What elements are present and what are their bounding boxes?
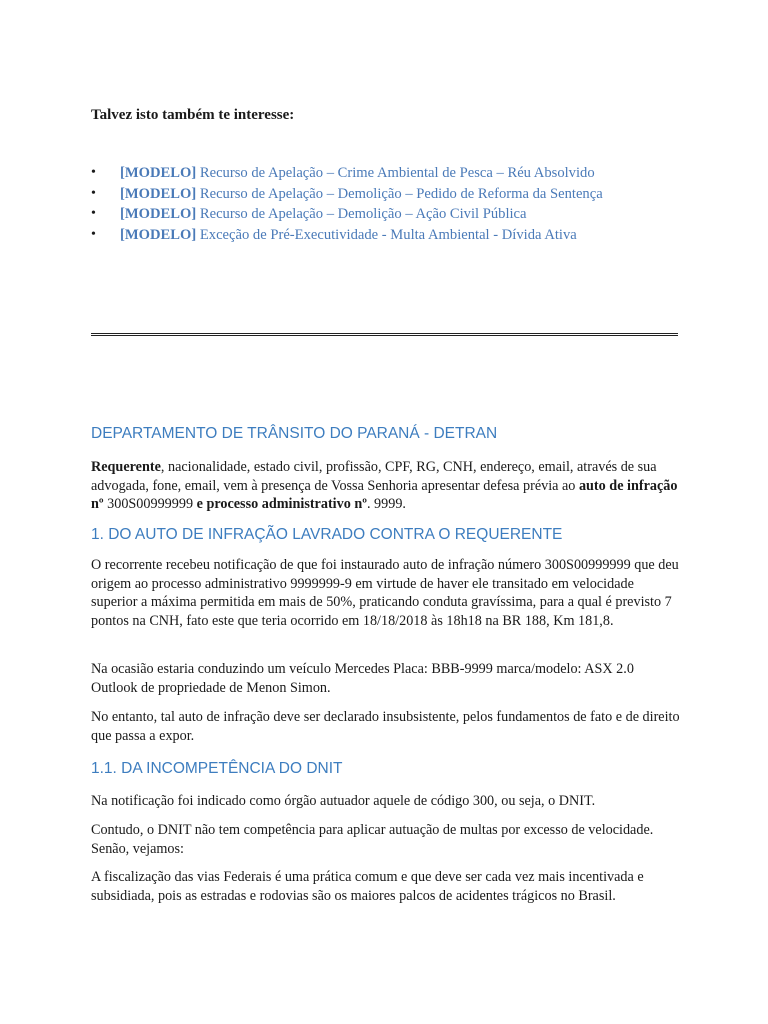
section-1-paragraph-3: No entanto, tal auto de infração deve ser declarado insubsistente, pelos fundamentos de fato e de direito que passa a expor. bbox=[91, 709, 680, 744]
section-1-1-paragraph-1: Na notificação foi indicado como órgão autuador aquele de código 300, ou seja, o DNIT. bbox=[91, 793, 596, 809]
section-divider bbox=[91, 333, 678, 336]
section-1-1-paragraph-2: Contudo, o DNIT não tem competência para aplicar autuação de multas por excesso de velocidade. Senão, vejamos: bbox=[91, 822, 654, 857]
list-item bbox=[91, 225, 603, 246]
bullet-icon: • bbox=[91, 165, 96, 180]
bullet-icon: • bbox=[91, 206, 96, 221]
list-item bbox=[91, 163, 603, 184]
bullet-icon: • bbox=[91, 226, 96, 242]
list-item bbox=[91, 184, 603, 205]
requerente-paragraph: Requerente, nacionalidade, estado civil, profissão, CPF, RG, CNH, endereço, email, através de sua advogada, fone, email, vem à presença de Vossa Senhoria apresentar defesa prévia ao auto de infração nº 300S00999999 e processo administrativo nº. 9999. bbox=[91, 459, 678, 512]
document-title: DEPARTAMENTO DE TRÂNSITO DO PARANÁ - DETRAN bbox=[91, 425, 498, 442]
related-link-1[interactable]: [MODELO] Recurso de Apelação – Crime Ambiental de Pesca – Réu Absolvido bbox=[120, 165, 595, 181]
related-links-list bbox=[91, 163, 603, 245]
related-intro: Talvez isto também te interesse: bbox=[91, 107, 295, 123]
related-link-4[interactable]: [MODELO] Exceção de Pré-Executividade - Multa Ambiental - Dívida Ativa bbox=[120, 226, 577, 243]
list-item bbox=[91, 204, 603, 225]
section-1-1-heading: 1.1. DA INCOMPETÊNCIA DO DNIT bbox=[91, 760, 343, 777]
related-link-3[interactable]: [MODELO] Recurso de Apelação – Demolição – Ação Civil Pública bbox=[120, 206, 527, 222]
bullet-icon: • bbox=[91, 185, 96, 201]
section-1-heading: 1. DO AUTO DE INFRAÇÃO LAVRADO CONTRA O REQUERENTE bbox=[91, 526, 563, 543]
section-1-paragraph-2: Na ocasião estaria conduzindo um veículo Mercedes Placa: BBB-9999 marca/modelo: ASX 2.0 Outlook de propriedade de Menon Simon. bbox=[91, 661, 634, 696]
related-link-2[interactable]: [MODELO] Recurso de Apelação – Demolição – Pedido de Reforma da Sentença bbox=[120, 185, 603, 202]
section-1-paragraph-1: O recorrente recebeu notificação de que foi instaurado auto de infração número 300S00999999 que deu origem ao processo administrativo 9999999-9 em virtude de haver ele transitado em velocidade superior a máxima permitida em mais de 50%, praticando conduta gravíssima, para a qual é previsto 7 pontos na CNH, fato este que teria ocorrido em 18/18/2018 às 18h18 na BR 188, Km 181,8. bbox=[91, 557, 679, 629]
section-1-1-paragraph-3: A fiscalização das vias Federais é uma prática comum e que deve ser cada vez mais incentivada e subsidiada, pois as estradas e rodovias são os maiores palcos de acidentes trágicos no Brasil. bbox=[91, 869, 644, 904]
